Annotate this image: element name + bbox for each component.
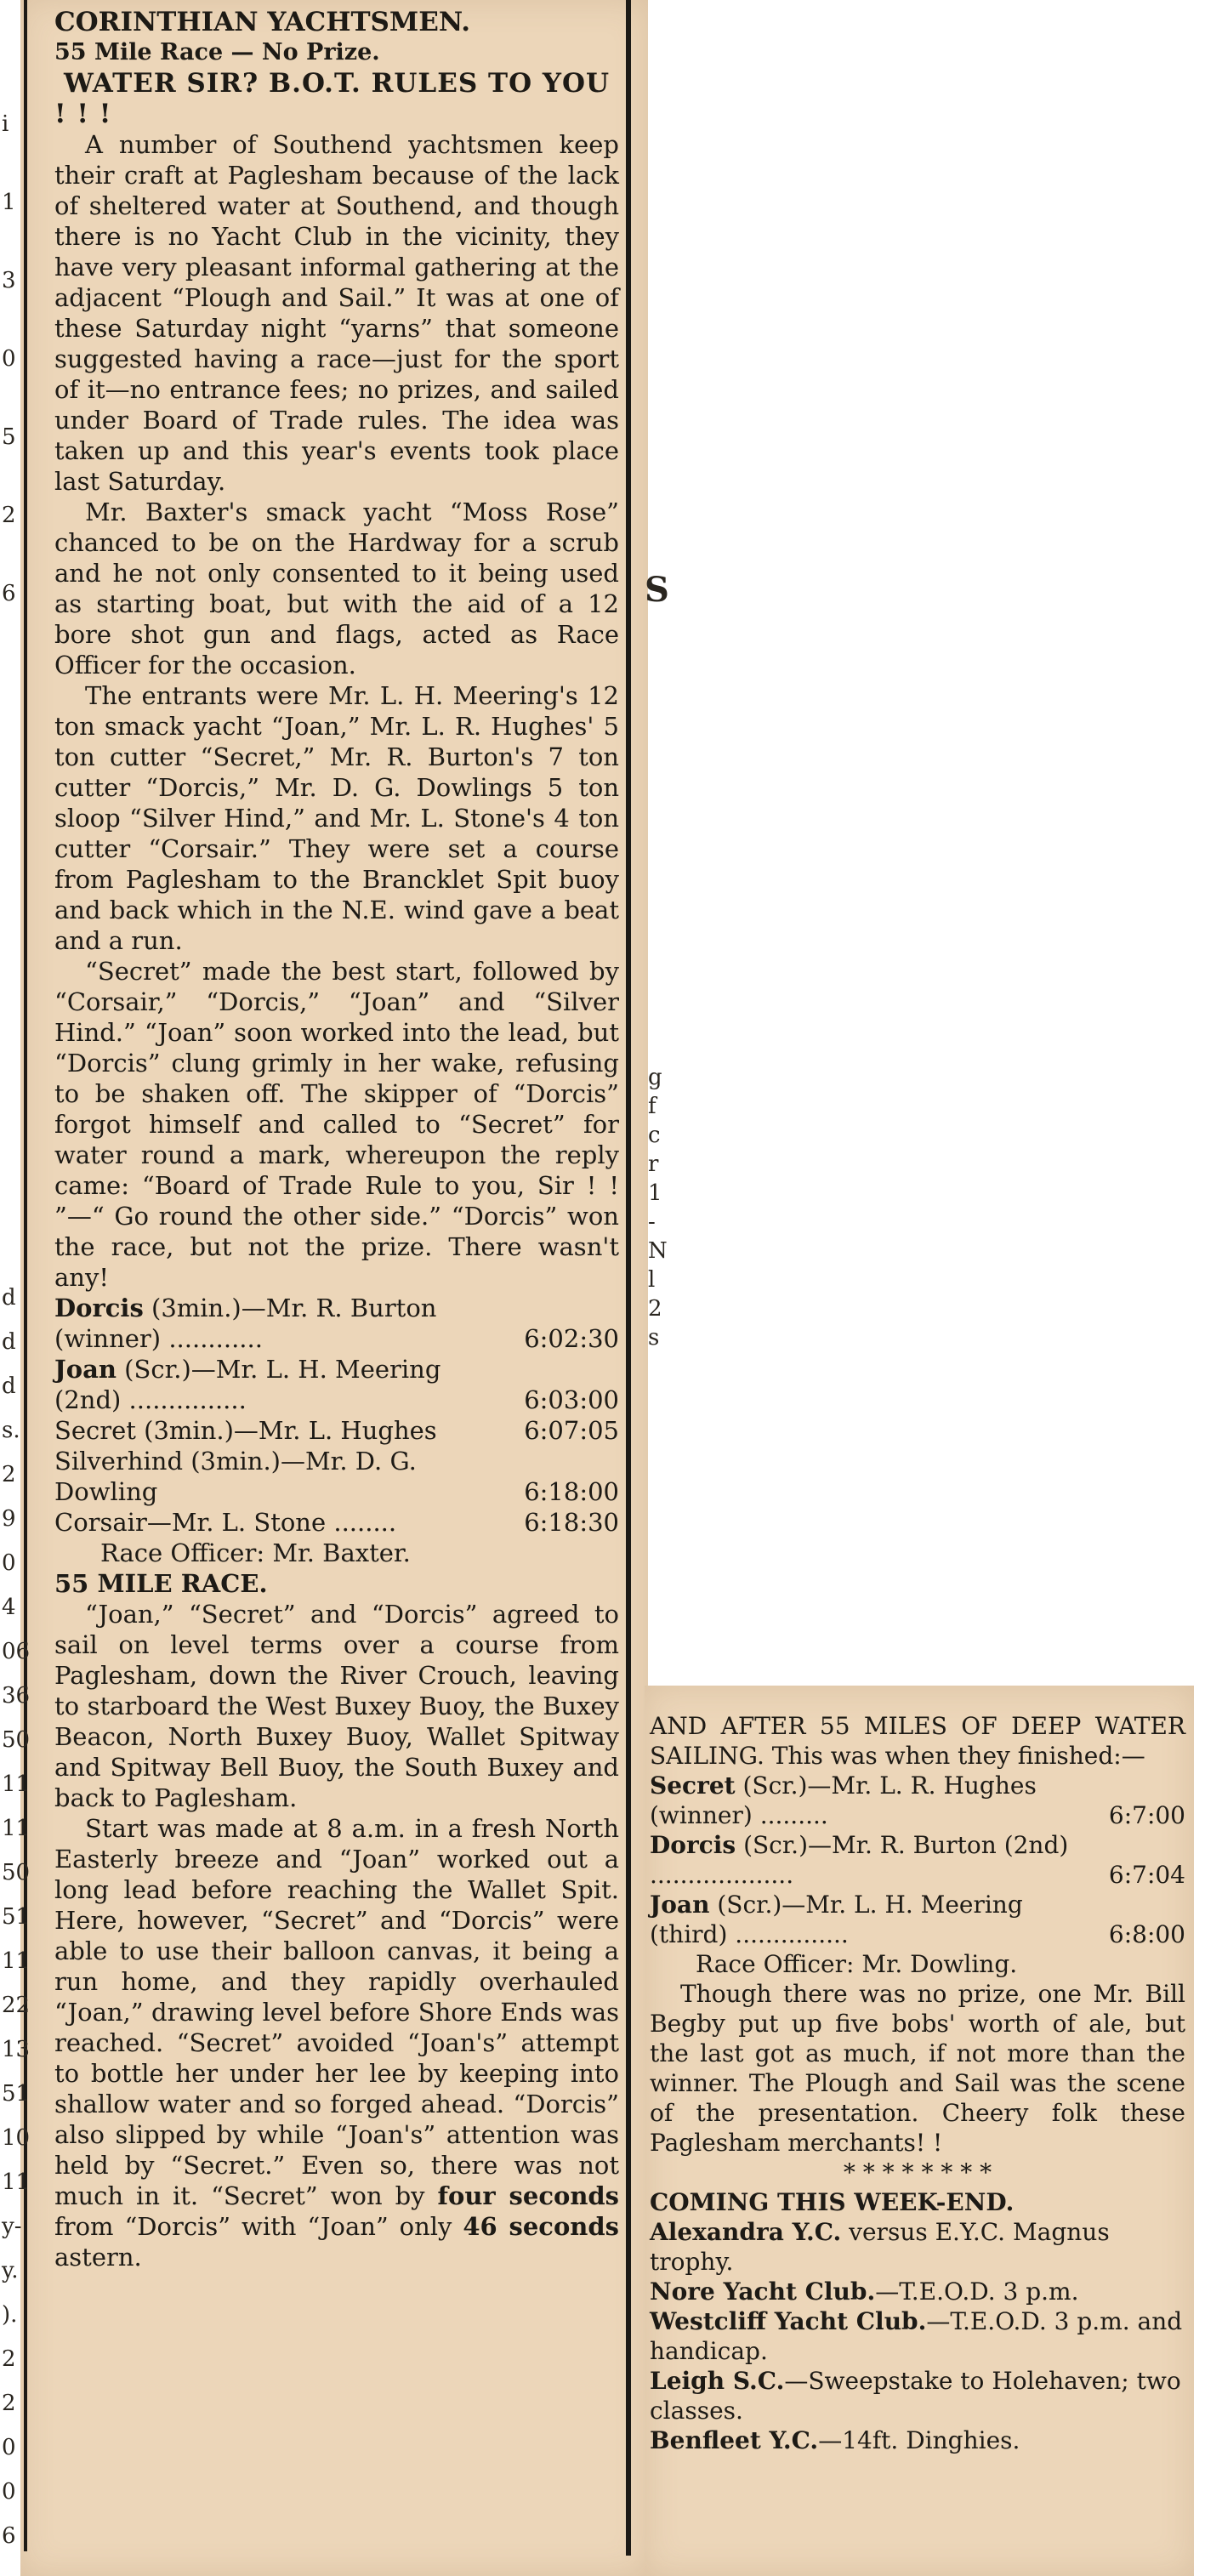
article-headline: WATER SIR? B.O.T. RULES TO YOU ! ! ! xyxy=(54,68,611,129)
race-officer-first: Race Officer: Mr. Baxter. xyxy=(100,1538,411,1567)
margin-fragment-right-top: S xyxy=(645,570,669,610)
results-table-55-mile xyxy=(650,1771,1185,1949)
margin-fragment-right-mid: g f c r 1 - N l 2 s xyxy=(648,1065,668,1351)
margin-fragment-top: i 1 3 0 5 2 6 xyxy=(2,111,16,606)
result-row: Dorcis (Scr.)—Mr. R. Burton (2nd) ................... 6:7:04 xyxy=(650,1831,1185,1889)
result-row: Joan (Scr.)—Mr. L. H. Meering (2nd) ............... 6:03:00 xyxy=(54,1355,619,1414)
margin-fragment-left-lower: d d d s. 2 9 0 4 06 36 50 11 11 50 51 11 22 13 51 10 11 y- y. ). 2 2 0 0 6 xyxy=(2,1285,31,2549)
article-column-left xyxy=(54,7,619,2272)
result-row: Corsair—Mr. L. Stone ........ 6:18:30 xyxy=(54,1508,619,1537)
article-subtitle: 55 Mile Race — No Prize. xyxy=(54,39,380,65)
results-table-first-race xyxy=(54,1293,619,1538)
article-title: CORINTHIAN YACHTSMEN. xyxy=(54,7,471,37)
paragraph-course: “Joan,” “Secret” and “Dorcis” agreed to sail on level terms over a course from Paglesham, down the River Crouch, leaving to starboard the West Buxey Buoy, the Buxey Beacon, North Buxey Buoy, Wallet Spitway and Spitway Bell Buoy, the South Buxey and back to Paglesham. xyxy=(54,1600,619,1812)
race-officer-second: Race Officer: Mr. Dowling. xyxy=(696,1950,1018,1978)
paragraph-continuation: AND AFTER 55 MILES OF DEEP WATER SAILING. This was when they finished:— xyxy=(650,1712,1185,1770)
center-column-rule xyxy=(626,0,631,2556)
list-item: Leigh S.C.—Sweepstake to Holehaven; two classes. xyxy=(650,2367,1181,2425)
section-heading-55-mile: 55 MILE RACE. xyxy=(54,1569,268,1598)
article-column-right xyxy=(650,1711,1185,2455)
paragraph-intro: A number of Southend yachtsmen keep their craft at Paglesham because of the lack of sheltered water at Southend, and though there is no Yacht Club in the vicinity, they have very pleasant informal gathering at the adjacent “Plough and Sail.” It was at one of these Saturday night “yarns” that someone suggested having a race—just for the sport of it—no entrance fees; no prizes, and sailed under Board of Trade rules. The idea was taken up and this year's events took place last Saturday. xyxy=(54,130,619,496)
list-item: Benfleet Y.C.—14ft. Dinghies. xyxy=(650,2426,1020,2454)
list-item: Westcliff Yacht Club.—T.E.O.D. 3 p.m. and handicap. xyxy=(650,2307,1183,2365)
paragraph-race-account: “Secret” made the best start, followed by “Corsair,” “Dorcis,” “Joan” and “Silver Hind.” “Joan” soon worked into the lead, but “Dorcis” clung grimly in her wake, refusing to be shaken off. The skipper of “Dorcis” forgot himself and called to “Secret” for water round a mark, whereupon the reply came: “Board of Trade Rule to you, Sir ! ! ”—“ Go round the other side.” “Dorcis” won the race, but not the prize. There wasn't any! xyxy=(54,957,619,1292)
result-row: Joan (Scr.)—Mr. L. H. Meering (third) ............... 6:8:00 xyxy=(650,1891,1185,1948)
paragraph-entrants: The entrants were Mr. L. H. Meering's 12 ton smack yacht “Joan,” Mr. L. R. Hughes' 5 ton cutter “Secret,” Mr. R. Burton's 7 ton cutter “Dorcis,” Mr. D. G. Dowlings 5 ton sloop “Silver Hind,” and Mr. L. Stone's 4 ton cutter “Corsair.” They were set a course from Paglesham to the Brancklet Spit buoy and back which in the N.E. wind gave a beat and a run. xyxy=(54,681,619,955)
paragraph-starting-boat: Mr. Baxter's smack yacht “Moss Rose” chanced to be on the Hardway for a scrub and he not only consented to it being used as starting boat, but with the aid of a 12 bore shot gun and flags, acted as Race Officer for the occasion. xyxy=(54,498,619,680)
list-item: Alexandra Y.C. versus E.Y.C. Magnus trophy. xyxy=(650,2218,1110,2276)
result-row: Dorcis (3min.)—Mr. R. Burton (winner) ............ 6:02:30 xyxy=(54,1294,619,1353)
separator-stars: * * * * * * * * xyxy=(843,2158,992,2186)
result-row: Secret (3min.)—Mr. L. Hughes 6:07:05 xyxy=(54,1416,619,1445)
paragraph-race-55: Start was made at 8 a.m. in a fresh North Easterly breeze and “Joan” worked out a long lead before reaching the Wallet Spit. Here, however, “Secret” and “Dorcis” were able to use their balloon canvas, it being a run home, and they rapidly overhauled “Joan,” drawing level before Shore Ends was reached. “Secret” avoided “Joan's” attempt to bottle her under her lee by keeping into shallow water and so forged ahead. “Dorcis” also slipped by while “Joan's” attention was held by “Secret.” Even so, there was not much in it. “Secret” won by four seconds from “Dorcis” with “Joan” only 46 seconds astern. xyxy=(54,1814,620,2272)
section-heading-coming: COMING THIS WEEK-END. xyxy=(650,2188,1015,2216)
list-item: Nore Yacht Club.—T.E.O.D. 3 p.m. xyxy=(650,2277,1079,2306)
result-row: Secret (Scr.)—Mr. L. R. Hughes (winner) ......... 6:7:00 xyxy=(650,1771,1185,1829)
result-row: Silverhind (3min.)—Mr. D. G. Dowling 6:18:00 xyxy=(54,1447,619,1506)
events-list xyxy=(650,2217,1185,2455)
paragraph-prize: Though there was no prize, one Mr. Bill Begby put up five bobs' worth of ale, but the last got as much, if not more than the winner. The Plough and Sail was the scene of the presentation. Cheery folk these Paglesham merchants! ! xyxy=(650,1980,1185,2157)
